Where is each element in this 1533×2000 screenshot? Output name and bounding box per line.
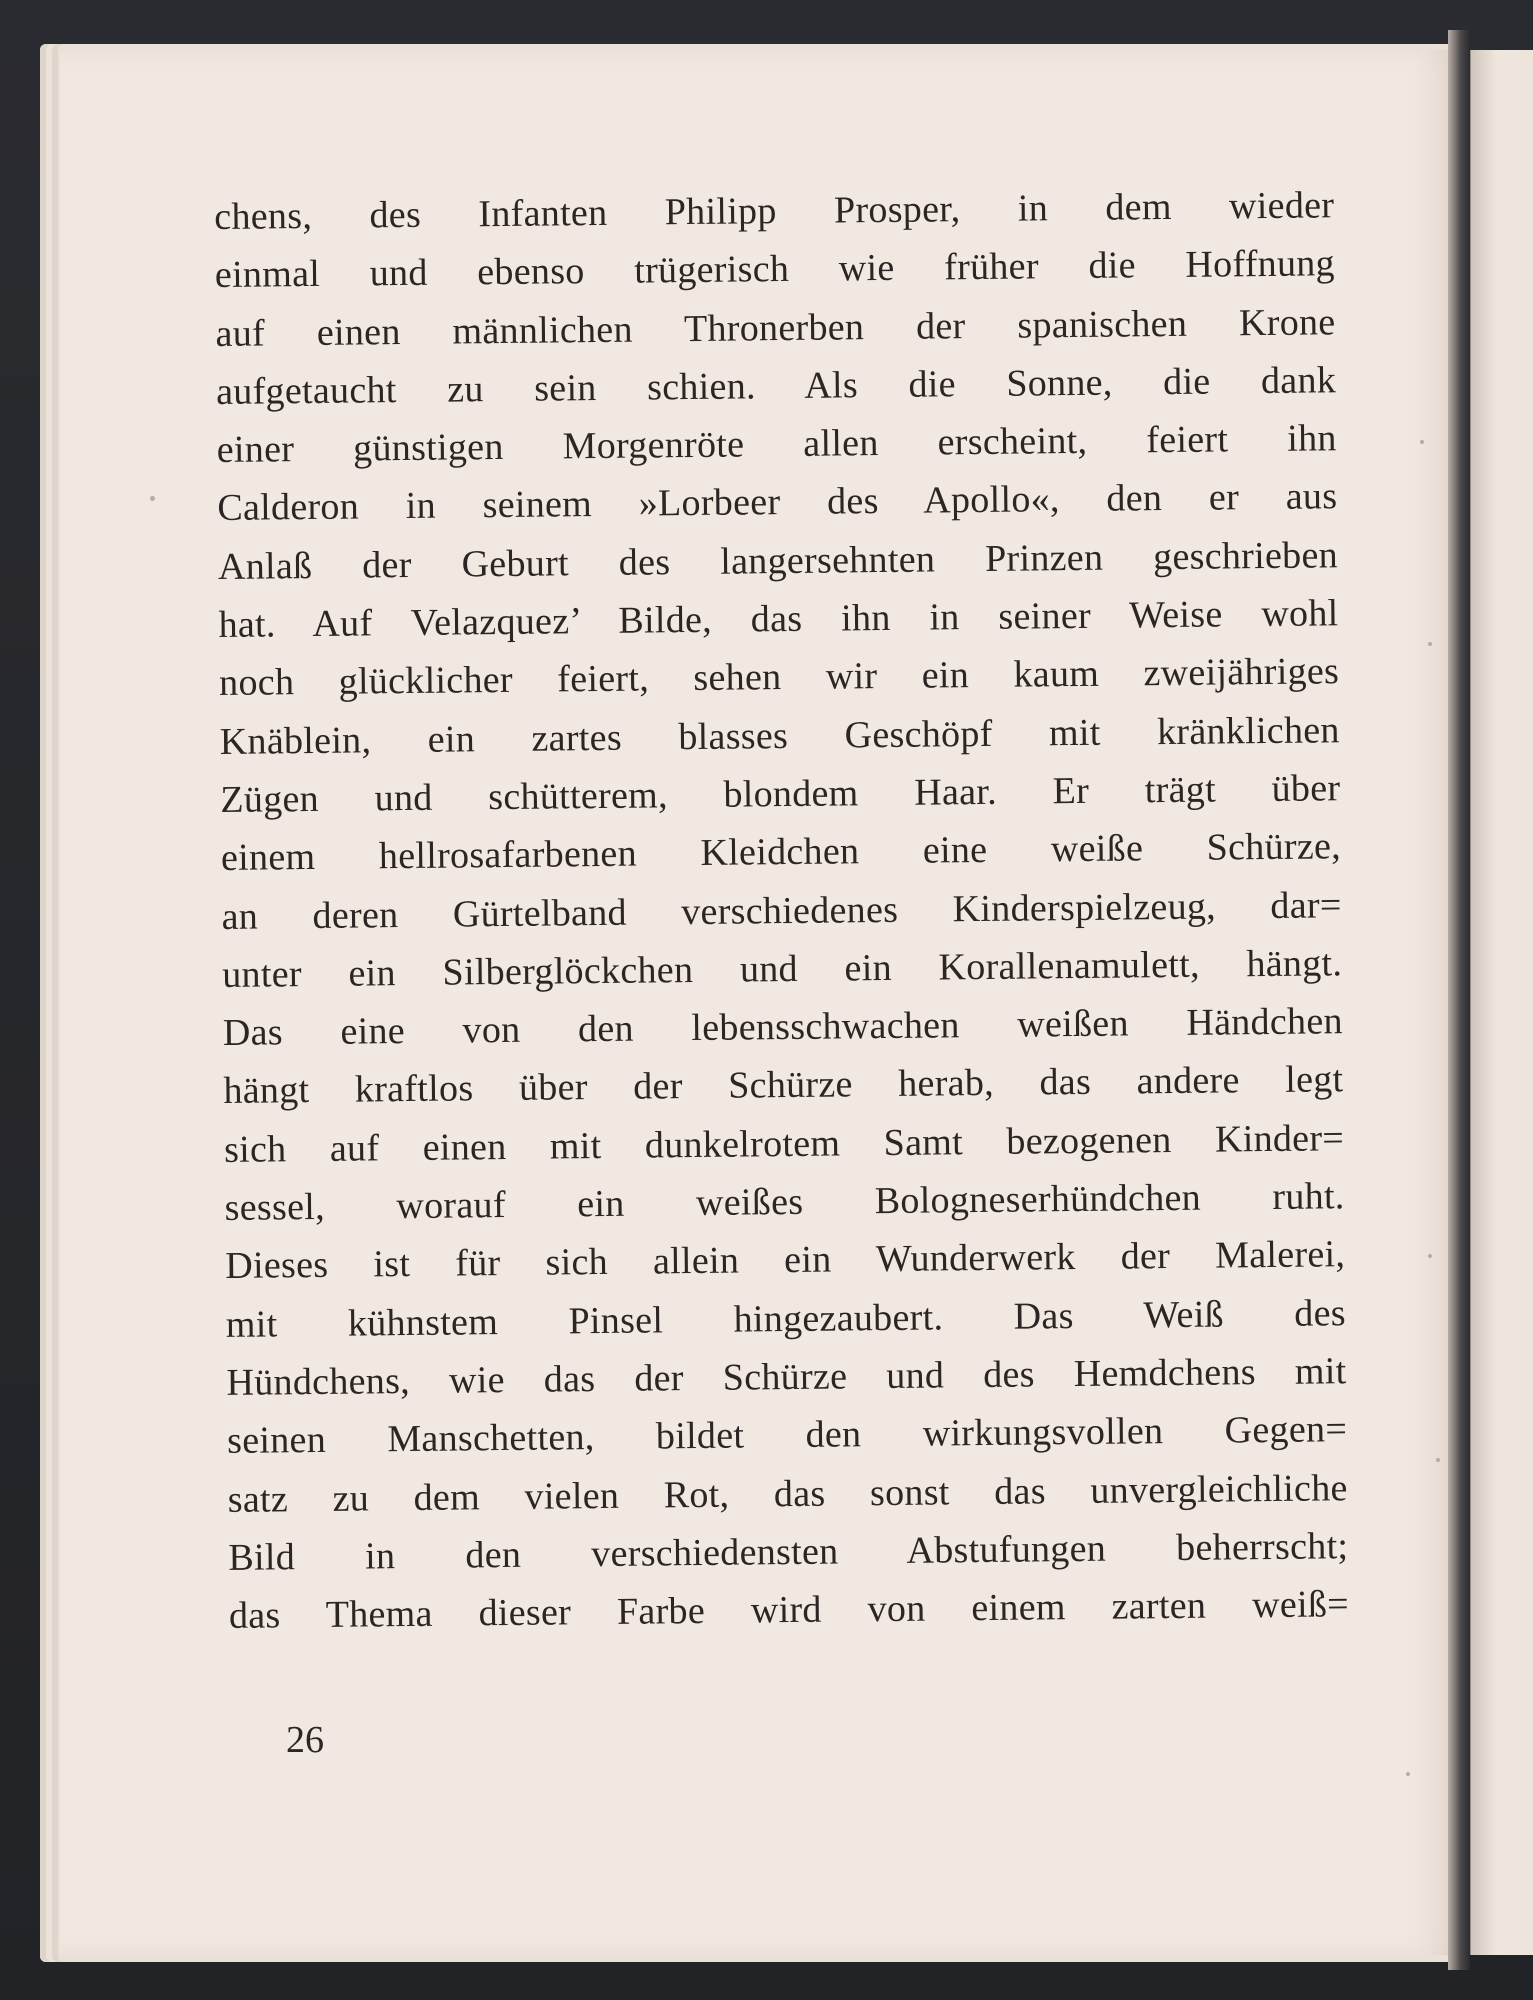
text-line: an deren Gürtelband verschiedenes Kinderspielzeug, dar=	[221, 883, 1342, 938]
text-line: hängt kraftlos über der Schürze herab, das andere legt	[223, 1058, 1344, 1113]
book-spine	[1448, 30, 1470, 1970]
paper-speck	[150, 496, 155, 501]
text-line: noch glücklicher feiert, sehen wir ein kaum zweijähriges	[218, 650, 1340, 705]
text-line: einer günstigen Morgenröte allen erscheint, feiert ihn	[216, 417, 1337, 472]
paper-speck	[1428, 642, 1432, 646]
text-line: das Thema dieser Farbe wird von einem zarten weiß=	[228, 1583, 1350, 1638]
text-line: auf einen männlichen Thronerben der spanischen Krone	[215, 300, 1336, 355]
text-line: sessel, worauf ein weißes Bologneserhündchen ruht.	[224, 1175, 1345, 1229]
text-line: seinen Manschetten, bildet den wirkungsvollen Gegen=	[226, 1408, 1348, 1463]
paper-speck	[1436, 1458, 1440, 1462]
paper-speck	[1428, 1254, 1432, 1258]
text-line: Zügen und schütterem, blondem Haar. Er trägt über	[220, 767, 1341, 821]
text-line: sich auf einen mit dunkelrotem Samt bezogenen Kinder=	[223, 1116, 1345, 1171]
text-line: mit kühnstem Pinsel hingezaubert. Das Weiß des	[225, 1291, 1347, 1346]
text-line: einem hellrosafarbenen Kleidchen eine weiße Schürze,	[220, 825, 1342, 880]
paper-speck	[1420, 440, 1424, 444]
text-line: Hündchens, wie das der Schürze und des Hemdchens mit	[226, 1350, 1347, 1404]
text-line: hat. Auf Velazquez’ Bilde, das ihn in seiner Weise wohl	[218, 592, 1339, 647]
body-text	[214, 176, 1349, 1645]
paper-speck	[1406, 1772, 1410, 1776]
page-number: 26	[286, 1719, 324, 1761]
text-line: satz zu dem vielen Rot, das sonst das unvergleichliche	[227, 1466, 1348, 1521]
text-line: Dieses ist für sich allein ein Wunderwerk der Malerei,	[225, 1233, 1346, 1288]
text-line: Calderon in seinem »Lorbeer des Apollo«, den er aus	[217, 475, 1338, 530]
text-line: chens, des Infanten Philipp Prosper, in dem wieder	[214, 184, 1335, 238]
text-line: unter ein Silberglöckchen und ein Korallenamulett, hängt.	[222, 942, 1343, 996]
text-line: Knäblein, ein zartes blasses Geschöpf mit kränklichen	[219, 708, 1340, 763]
facing-page-edge	[1470, 50, 1533, 1955]
text-line: Bild in den verschiedensten Abstufungen beherrscht;	[228, 1525, 1349, 1579]
text-line: Das eine von den lebensschwachen weißen Händchen	[222, 1000, 1344, 1055]
text-line: einmal und ebenso trügerisch wie früher die Hoffnung	[214, 242, 1336, 297]
text-line: aufgetaucht zu sein schien. Als die Sonne, die dank	[215, 359, 1337, 413]
text-line: Anlaß der Geburt des langersehnten Prinzen geschrieben	[217, 534, 1339, 588]
